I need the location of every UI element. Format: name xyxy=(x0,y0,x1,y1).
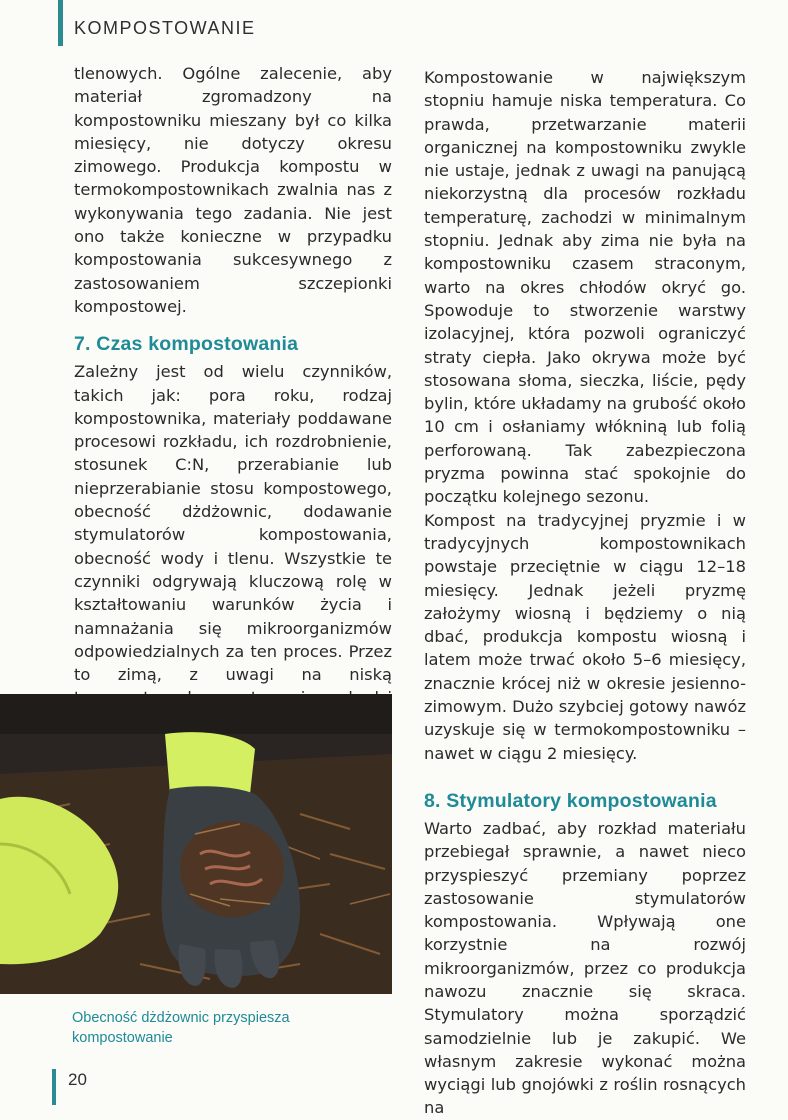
section-heading-8: 8. Stymulatory kompostowania xyxy=(424,789,717,812)
section-7-paragraph: Zależny jest od wielu czynników, takich jak: pora roku, rodzaj kompostownika, materiały poddawane procesowi rozkładu, ich rozdrobnienie, stosunek C:N, przerabianie lub nieprzerabianie stosu kompostowego, obecność dżdżownic, dodawanie stymulatorów kompostowania, obecność wody i tlenu. Wszystkie te czynniki odgrywają kluczową rolę w kształtowaniu warunków życia i namnażania się mikroorganizmów odpowiedzialnych za ten proces. Przez to zimą, z uwagi na niską xyxy=(74,362,392,685)
photo-caption: Obecność dżdżownic przyspiesza kompostowanie xyxy=(72,1010,290,1046)
header-accent-bar xyxy=(58,0,63,46)
intro-paragraph: tlenowych. Ogólne zalecenie, aby materiał zgromadzony na kompostowniku mieszany był co kilka miesięcy, nie dotyczy okresu zimowego. Produkcja kompostu w termokompostownikach zwalnia nas z wykonywania tego zadania. Nie jest ono także konieczne w przypadku kompostowania sukcesywnego z zastosowaniem szczepionki kompostowej. xyxy=(74,64,392,316)
running-head: KOMPOSTOWANIE xyxy=(74,18,256,38)
section-heading-7: 7. Czas kompostowania xyxy=(74,333,299,356)
page-number: 20 xyxy=(68,1070,87,1089)
compost-worms-photo xyxy=(0,694,392,994)
footer-accent-bar xyxy=(52,1069,56,1105)
winter-paragraph: Kompostowanie w największym stopniu hamuje niska temperatura. Co prawda, przetwarzanie materii organicznej na kompostowniku zwykle nie ustaje, jednak z uwagi na panującą niekorzystną dla procesów rozkładu temperaturę, zachodzi w minimalnym stopniu. Jednak aby zima nie była na kompostowniku czasem straconym, warto na okres chłodów okryć go. Spowoduje to stworzenie warstwy izolacyjnej, która pozwoli ograniczyć straty ciepła. Jako okrywa może być stosowana słoma, sieczka, liście, pędy bylin, które układamy na grubość około 10 cm i osłaniamy włókniną lub folią perforowaną. Tak zabezpieczona pryzma powinna stać spokojnie do początku kolejnego sezonu. xyxy=(424,68,746,507)
duration-paragraph: Kompost na tradycyjnej pryzmie i w tradycyjnych kompostownikach powstaje przeciętnie w ciągu 12–18 miesięcy. Jednak jeżeli pryzmę założymy wiosną i będziemy o nią dbać, produkcja kompostu wiosną i latem może trwać około 5–6 miesięcy, znacznie krócej niż w okresie jesienno-zimowym. Dużo szybciej gotowy nawóz uzyskuje się w termokompostowniku – nawet w ciągu 2 miesięcy. xyxy=(424,510,746,763)
section-8-paragraph: Warto zadbać, aby rozkład materiału przebiegał sprawnie, a nawet nieco przyspieszyć przemiany poprzez zastosowanie stymulatorów kompostowania. Wpływają one korzystnie na rozwój mikroorganizmów, przez co produkcja nawozu znacznie się skraca. Stymulatory można sporządzić samodzielnie lub je zakupić. We własnym zakresie wykonać można wyciągi lub gnojówki z roślin rosnących na xyxy=(424,818,746,1118)
left-column xyxy=(74,62,392,733)
right-column xyxy=(424,66,746,1120)
